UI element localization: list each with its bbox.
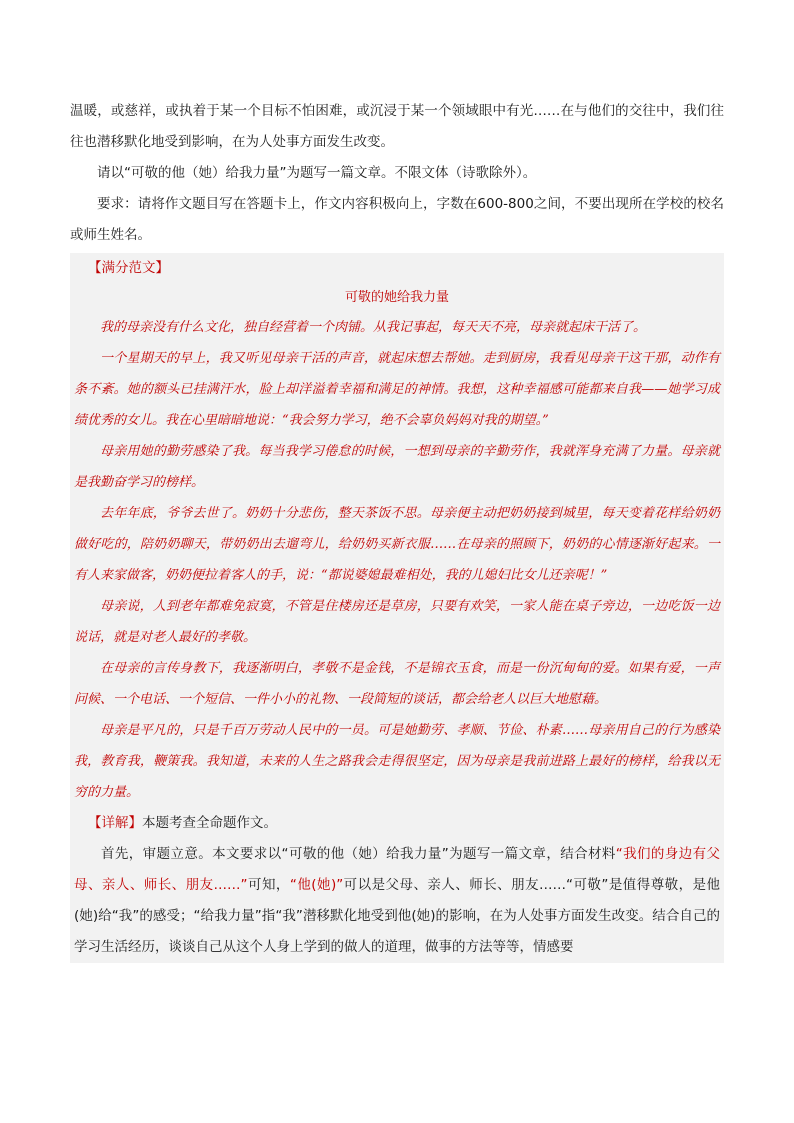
intro-paragraph-3: 要求：请将作文题目写在答题卡上，作文内容积极向上，字数在600-800之间，不要出现所在学校的校名或师生姓名。 <box>70 196 724 243</box>
intro-paragraph-2: 请以“可敬的他（她）给我力量”为题写一篇文章。不限文体（诗歌除外）。 <box>97 165 537 181</box>
model-essay-label: 【满分范文】 <box>88 260 169 276</box>
page <box>70 96 724 963</box>
model-essay-box <box>70 253 724 963</box>
essay-paragraph: 我的母亲没有什么文化，独自经营着一个肉铺。从我记事起，每天天不亮，母亲就起床干活了。 <box>100 320 647 335</box>
essay-title: 可敬的她给我力量 <box>344 290 449 305</box>
analysis-text: 首先，审题立意。本文要求以“可敬的他（她）给我力量”为题写一篇文章，结合材料 <box>101 846 616 862</box>
essay-paragraph: 母亲说，人到老年都难免寂寞，不管是住楼房还是草房，只要有欢笑，一家人能在桌子旁边，一边吃饭一边说话，就是对老人最好的孝敬。 <box>74 599 720 645</box>
essay-paragraph: 在母亲的言传身教下，我逐渐明白，孝敬不是金钱，不是锦衣玉食，而是一份沉甸甸的爱。如果有爱，一声问候、一个电话、一个短信、一件小小的礼物、一段简短的谈话，都会给老人以巨大地慰藉。 <box>74 661 720 707</box>
analysis-label-text: 本题考查全命题作文。 <box>142 815 277 831</box>
essay-paragraph: 一个星期天的早上，我又听见母亲干活的声音，就起床想去帮她。走到厨房，我看见母亲干这干那，动作有条不紊。她的额头已挂满汗水，脸上却洋溢着幸福和满足的神情。我想，这种幸福感可能都来自我——她学习成绩优秀的女儿。我在心里暗暗地说：“我会努力学习，绝不会辜负妈妈对我的期望。” <box>74 351 720 428</box>
analysis-quote: “他(她)” <box>289 877 344 893</box>
analysis-text: 可以是父母、亲人、师长、朋友……“可敬”是值得尊敬，是他(她)给“我”的感受；“给我力量”指“我”潜移默化地受到他(她)的影响，在为人处事方面发生改变。结合自己的学习生活经历，谈谈自己从这个人身上学到的做人的道理，做事的方法等等，情感要 <box>74 877 721 955</box>
intro-paragraph-1: 温暖，或慈祥，或执着于某一个目标不怕困难，或沉浸于某一个领域眼中有光……在与他们的交往中，我们往往也潜移默化地受到影响，在为人处事方面发生改变。 <box>70 103 724 150</box>
analysis-label: 【详解】 <box>88 815 142 831</box>
essay-paragraph: 母亲是平凡的，只是千百万劳动人民中的一员。可是她勤劳、孝顺、节俭、朴素……母亲用自己的行为感染我，教育我，鞭策我。我知道，未来的人生之路我会走得很坚定，因为母亲是我前进路上最好的榜样，给我以无穷的力量。 <box>74 723 720 800</box>
analysis-quote: “我们的身边有父母、亲人、师长、朋友……” <box>74 846 720 893</box>
analysis-text: 可知， <box>247 877 290 893</box>
essay-paragraph: 母亲用她的勤劳感染了我。每当我学习倦怠的时候，一想到母亲的辛勤劳作，我就浑身充满了力量。母亲就是我勤奋学习的榜样。 <box>74 444 720 490</box>
essay-paragraph: 去年年底，爷爷去世了。奶奶十分悲伤，整天茶饭不思。母亲便主动把奶奶接到城里，每天变着花样给奶奶做好吃的，陪奶奶聊天，带奶奶出去遛弯儿，给奶奶买新衣服……在母亲的照顾下，奶奶的心情逐渐好起来。一有人来家做客，奶奶便拉着客人的手，说：“都说婆媳最难相处，我的儿媳妇比女儿还亲呢！” <box>74 506 720 583</box>
analysis-heading <box>74 808 720 839</box>
analysis-paragraph-1 <box>74 839 720 963</box>
